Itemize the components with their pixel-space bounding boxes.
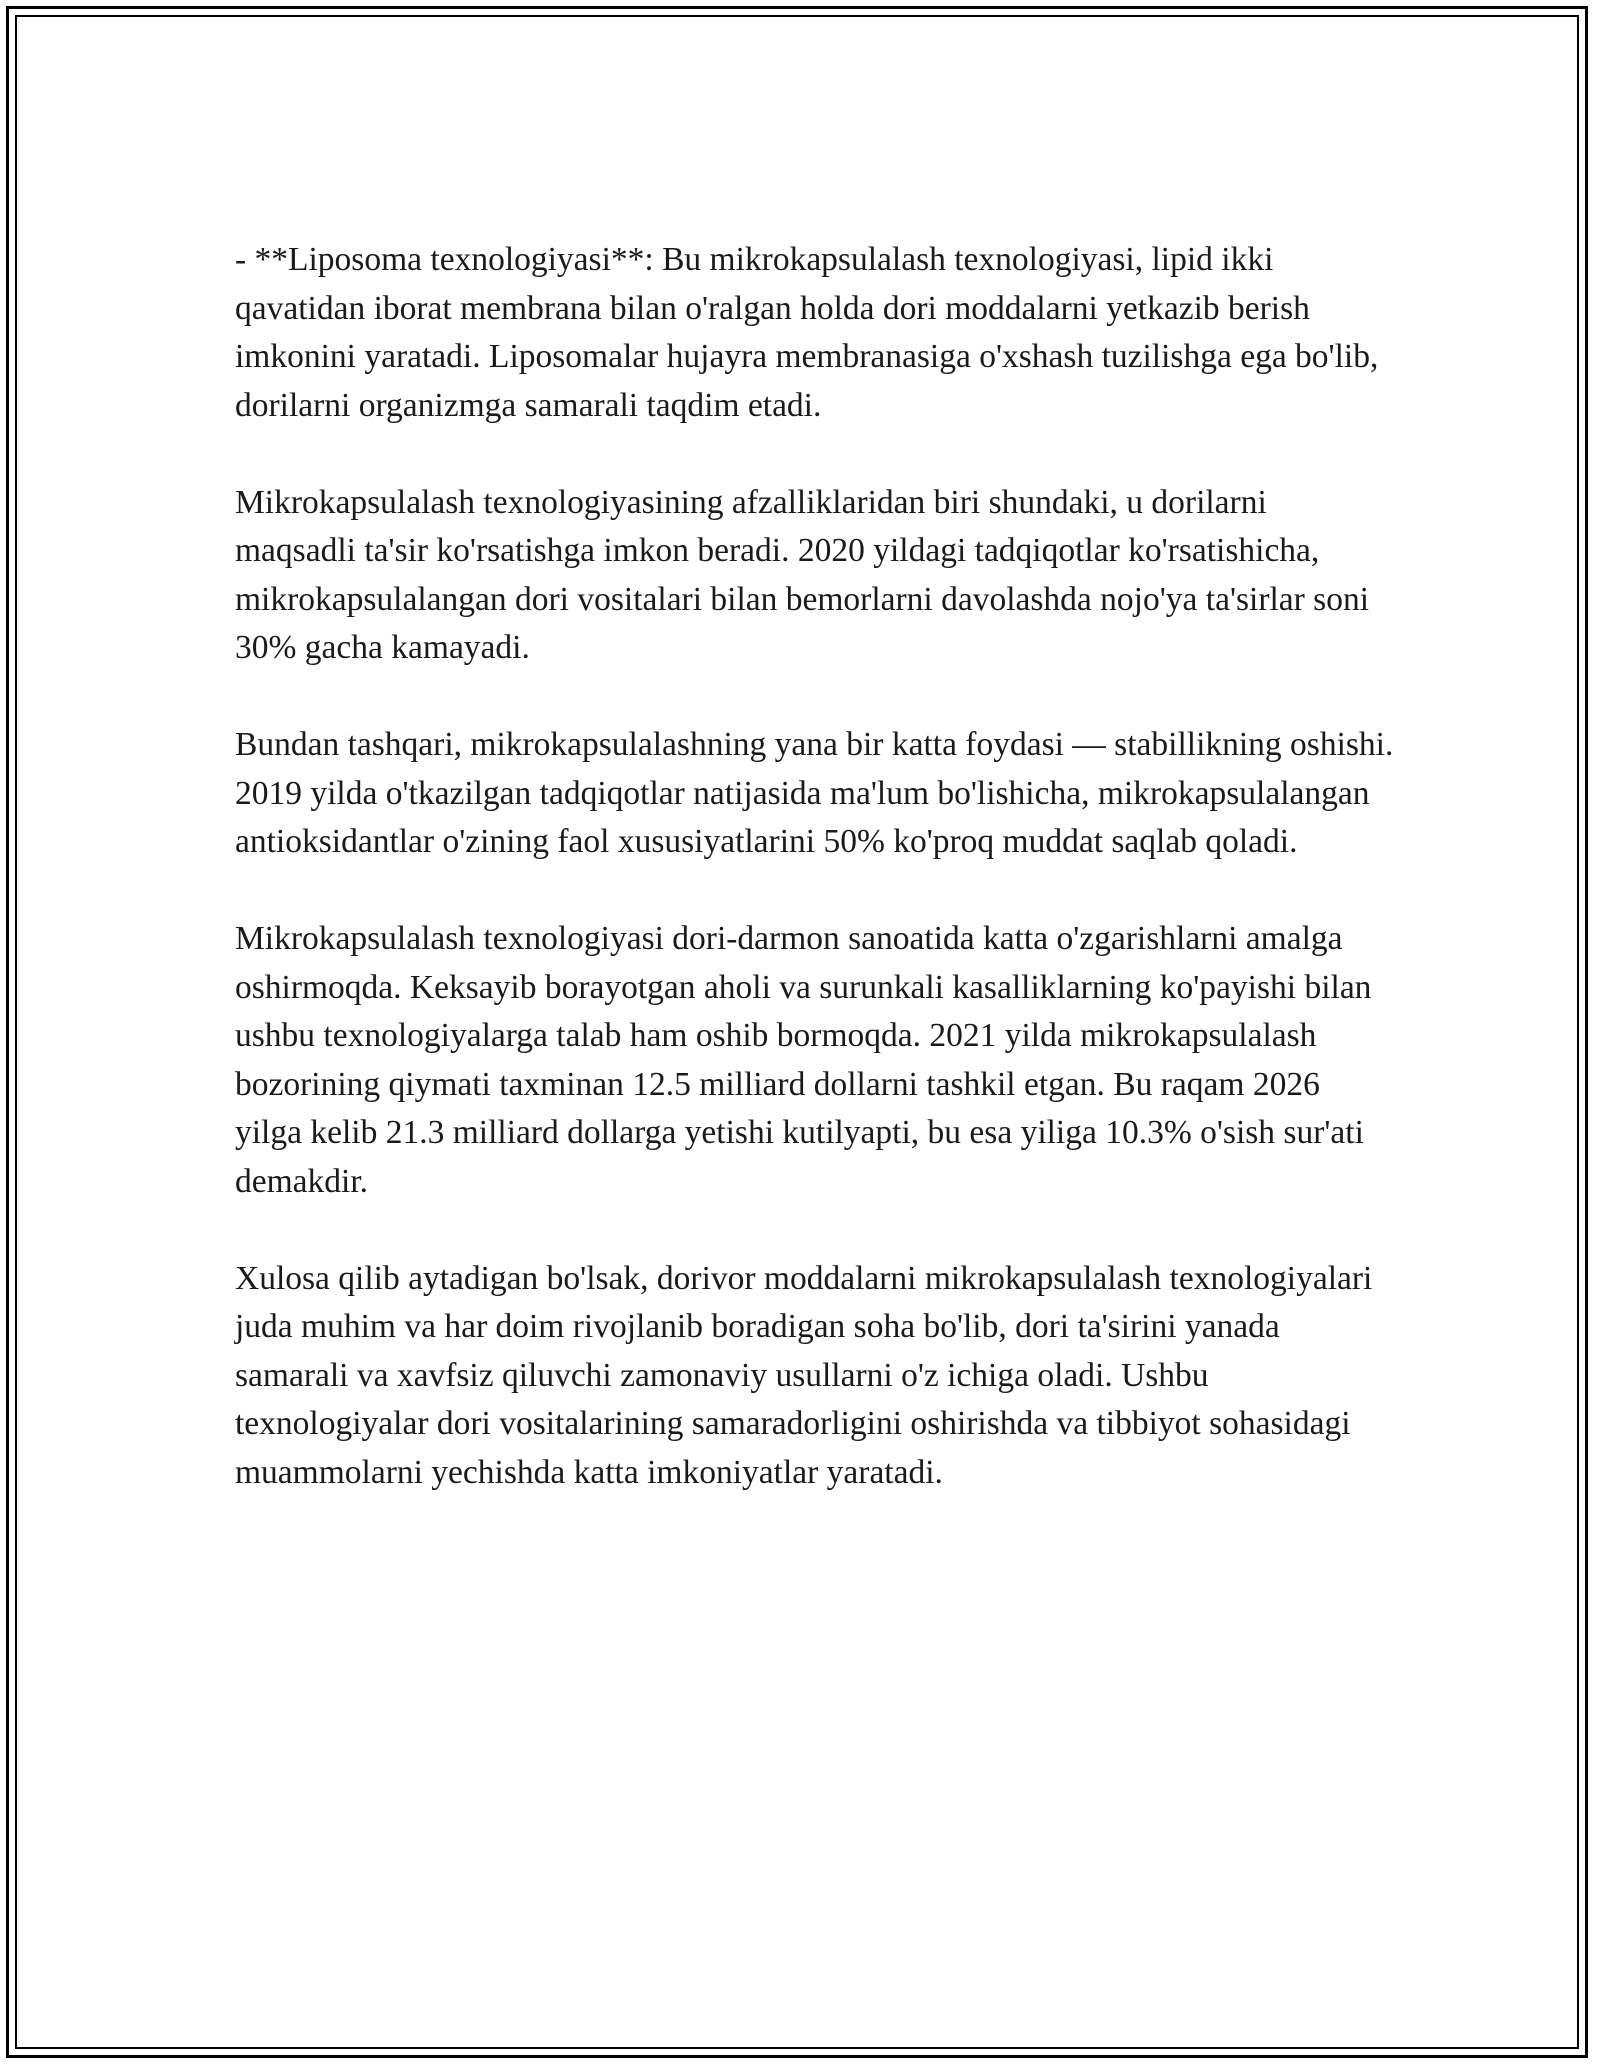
paragraph-conclusion: Xulosa qilib aytadigan bo'lsak, dorivor moddalarni mikrokapsulalash texnologiyalari juda muhim va har doim rivojlanib boradigan soha bo'lib, dori ta'sirini yanada samarali va xavfsiz qiluvchi zamonaviy usullarni o'z ichiga oladi. Ushbu texnologiyalar dori vositalarining samaradorligini oshirishda va tibbiyot sohasidagi muammolarni yechishda katta imkoniyatlar yaratadi. — [235, 1259, 1373, 1491]
document-body — [235, 236, 1395, 1497]
paragraph-stability: Bundan tashqari, mikrokapsulalashning yana bir katta foydasi — stabillikning oshishi. 2019 yilda o'tkazilgan tadqiqotlar natijasida ma'lum bo'lishicha, mikrokapsulalangan antioksidantlar o'zining faol xususiyatlarini 50% ko'proq muddat saqlab qoladi. — [235, 726, 1394, 860]
paragraph-liposome-technology: - **Liposoma texnologiyasi**: Bu mikrokapsulalash texnologiyasi, lipid ikki qavatidan iborat membrana bilan o'ralgan holda dori moddalarni yetkazib berish imkonini yaratadi. Liposomalar hujayra membranasiga o'xshash tuzilishga ega bo'lib, dorilarni organizmga samarali taqdim etadi. — [235, 241, 1379, 424]
paragraph-market-growth: Mikrokapsulalash texnologiyasi dori-darmon sanoatida katta o'zgarishlarni amalga oshirmoqda. Keksayib borayotgan aholi va surunkali kasalliklarning ko'payishi bilan ushbu texnologiyalarga talab ham oshib bormoqda. 2021 yilda mikrokapsulalash bozorining qiymati taxminan 12.5 milliard dollarni tashkil etgan. Bu raqam 2026 yilga kelib 21.3 milliard dollarga yetishi kutilyapti, bu esa yiliga 10.3% o'sish sur'ati demakdir. — [235, 920, 1372, 1200]
paragraph-targeted-action: Mikrokapsulalash texnologiyasining afzalliklaridan biri shundaki, u dorilarni maqsadli ta'sir ko'rsatishga imkon beradi. 2020 yildagi tadqiqotlar ko'rsatishicha, mikrokapsulalangan dori vositalari bilan bemorlarni davolashda nojo'ya ta'sirlar soni 30% gacha kamayadi. — [235, 483, 1370, 666]
